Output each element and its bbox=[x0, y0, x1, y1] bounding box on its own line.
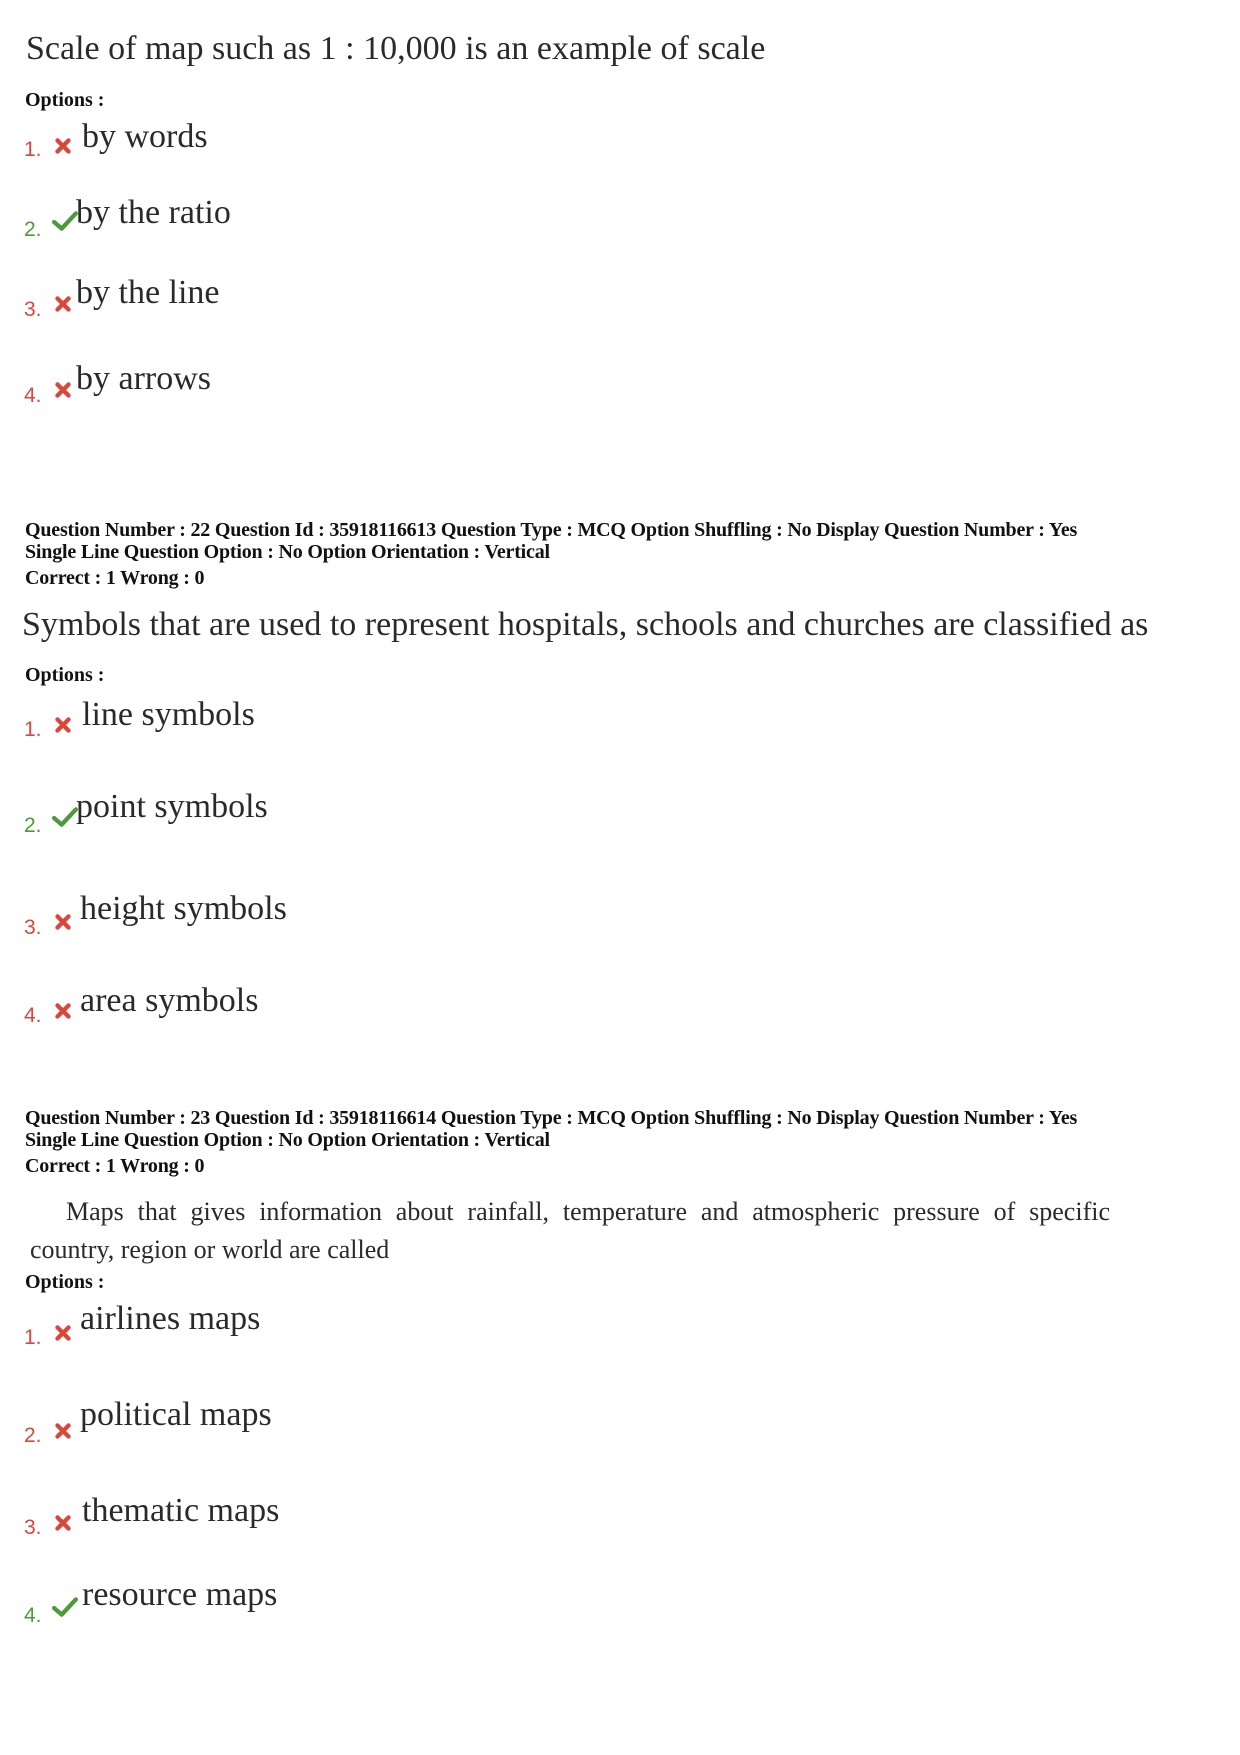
cross-icon bbox=[52, 714, 74, 736]
option-text: line symbols bbox=[82, 696, 255, 733]
option-text: thematic maps bbox=[82, 1492, 280, 1529]
option-number: 1. bbox=[24, 718, 42, 741]
option-number: 2. bbox=[24, 1424, 42, 1447]
cross-icon bbox=[52, 1000, 74, 1022]
question-21-text: Scale of map such as 1 : 10,000 is an example of scale bbox=[26, 30, 766, 67]
option-number: 4. bbox=[24, 1004, 42, 1027]
options-label: Options : bbox=[25, 664, 105, 686]
option-text: resource maps bbox=[82, 1576, 278, 1613]
check-icon bbox=[52, 210, 78, 232]
cross-icon bbox=[52, 1322, 74, 1344]
options-label: Options : bbox=[25, 89, 105, 111]
option-text: by the ratio bbox=[76, 194, 231, 231]
check-icon bbox=[52, 1596, 78, 1618]
cross-icon bbox=[52, 911, 74, 933]
question-22-text: Symbols that are used to represent hospitals, schools and churches are classified as bbox=[22, 606, 1149, 643]
option-number: 2. bbox=[24, 814, 42, 837]
option-number: 3. bbox=[24, 1516, 42, 1539]
option-text: point symbols bbox=[76, 788, 268, 825]
cross-icon bbox=[52, 135, 74, 157]
question-23-text: Maps that gives information about rainfall, temperature and atmospheric pressure of specific country, region or world are called bbox=[30, 1197, 1110, 1264]
q23-marks: Correct : 1 Wrong : 0 bbox=[25, 1155, 205, 1177]
option-number: 3. bbox=[24, 298, 42, 321]
q22-meta-line1: Question Number : 22 Question Id : 35918116613 Question Type : MCQ Option Shuffling : No Display Question Number : Yes bbox=[25, 519, 1078, 541]
option-number: 4. bbox=[24, 1604, 42, 1627]
option-text: area symbols bbox=[80, 982, 259, 1019]
options-label: Options : bbox=[25, 1271, 105, 1293]
option-text: political maps bbox=[80, 1396, 272, 1433]
q23-meta-line1: Question Number : 23 Question Id : 35918116614 Question Type : MCQ Option Shuffling : No Display Question Number : Yes bbox=[25, 1107, 1078, 1129]
check-icon bbox=[52, 806, 78, 828]
option-text: by arrows bbox=[76, 360, 212, 397]
option-number: 3. bbox=[24, 916, 42, 939]
cross-icon bbox=[52, 379, 74, 401]
option-text: by the line bbox=[76, 274, 220, 311]
cross-icon bbox=[52, 1512, 74, 1534]
option-number: 2. bbox=[24, 218, 42, 241]
cross-icon bbox=[52, 293, 74, 315]
cross-icon bbox=[52, 1420, 74, 1442]
option-text: airlines maps bbox=[80, 1300, 261, 1337]
option-text: by words bbox=[82, 118, 208, 155]
option-number: 4. bbox=[24, 384, 42, 407]
option-text: height symbols bbox=[80, 890, 287, 927]
q23-meta-line2: Single Line Question Option : No Option Orientation : Vertical bbox=[25, 1129, 550, 1151]
q22-meta-line2: Single Line Question Option : No Option Orientation : Vertical bbox=[25, 541, 550, 563]
option-number: 1. bbox=[24, 138, 42, 161]
q22-marks: Correct : 1 Wrong : 0 bbox=[25, 567, 205, 589]
option-number: 1. bbox=[24, 1326, 42, 1349]
